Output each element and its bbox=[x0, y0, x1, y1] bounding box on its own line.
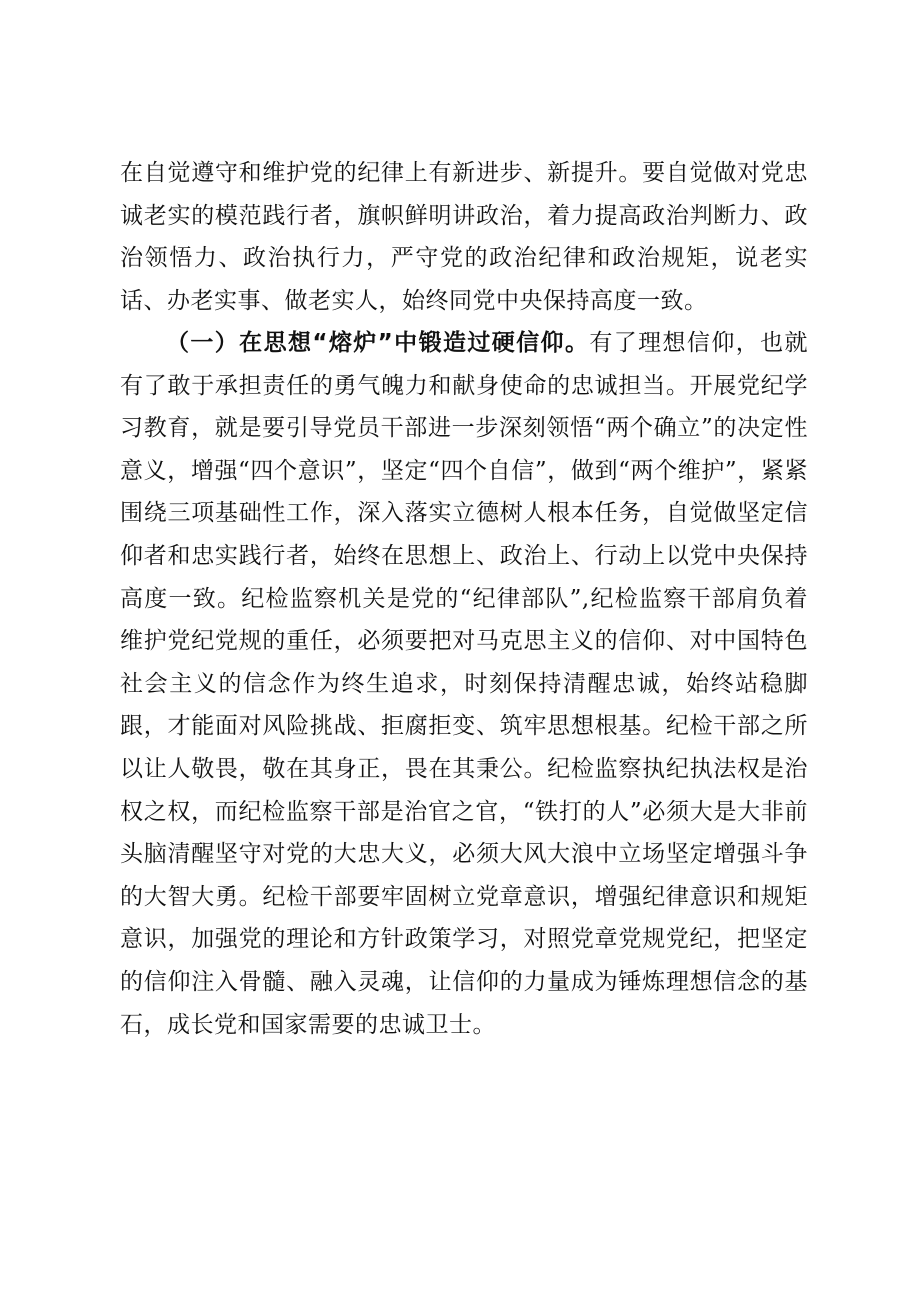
paragraph-continuation: 在自觉遵守和维护党的纪律上有新进步、新提升。要自觉做对党忠诚老实的模范践行者，旗帜鲜明讲政治，着力提高政治判断力、政治领悟力、政治执行力，严守党的政治纪律和政治规矩，说老实话、办老实事、做老实人，始终同党中央保持高度一致。 bbox=[120, 160, 808, 314]
paragraph-section-one bbox=[120, 322, 808, 1046]
section-heading: （一）在思想“熔炉”中锻造过硬信仰。 bbox=[166, 330, 590, 356]
section-body: 有了理想信仰，也就有了敢于承担责任的勇气魄力和献身使命的忠诚担当。开展党纪学习教育，就是要引导党员干部进一步深刻领悟“两个确立”的决定性意义，增强“四个意识”，坚定“四个自信”，做到“两个维护”，紧紧围绕三项基础性工作，深入落实立德树人根本任务，自觉做坚定信仰者和忠实践行者，始终在思想上、政治上、行动上以党中央保持高度一致。纪检监察机关是党的“纪律部队”,纪检监察干部肩负着维护党纪党规的重任，必须要把对马克思主义的信仰、对中国特色社会主义的信念作为终生追求，时刻保持清醒忠诚，始终站稳脚跟，才能面对风险挑战、拒腐拒变、筑牢思想根基。纪检干部之所以让人敬畏，敬在其身正，畏在其秉公。纪检监察执纪执法权是治权之权，而纪检监察干部是治官之官，“铁打的人”必须大是大非前头脑清醒坚守对党的大忠大义，必须大风大浪中立场坚定增强斗争的大智大勇。纪检干部要牢固树立党章意识，增强纪律意识和规矩意识，加强党的理论和方针政策学习，对照党章党规党纪，把坚定的信仰注入骨髓、融入灵魂，让信仰的力量成为锤炼理想信念的基石，成长党和国家需要的忠诚卫士。 bbox=[120, 330, 809, 1038]
